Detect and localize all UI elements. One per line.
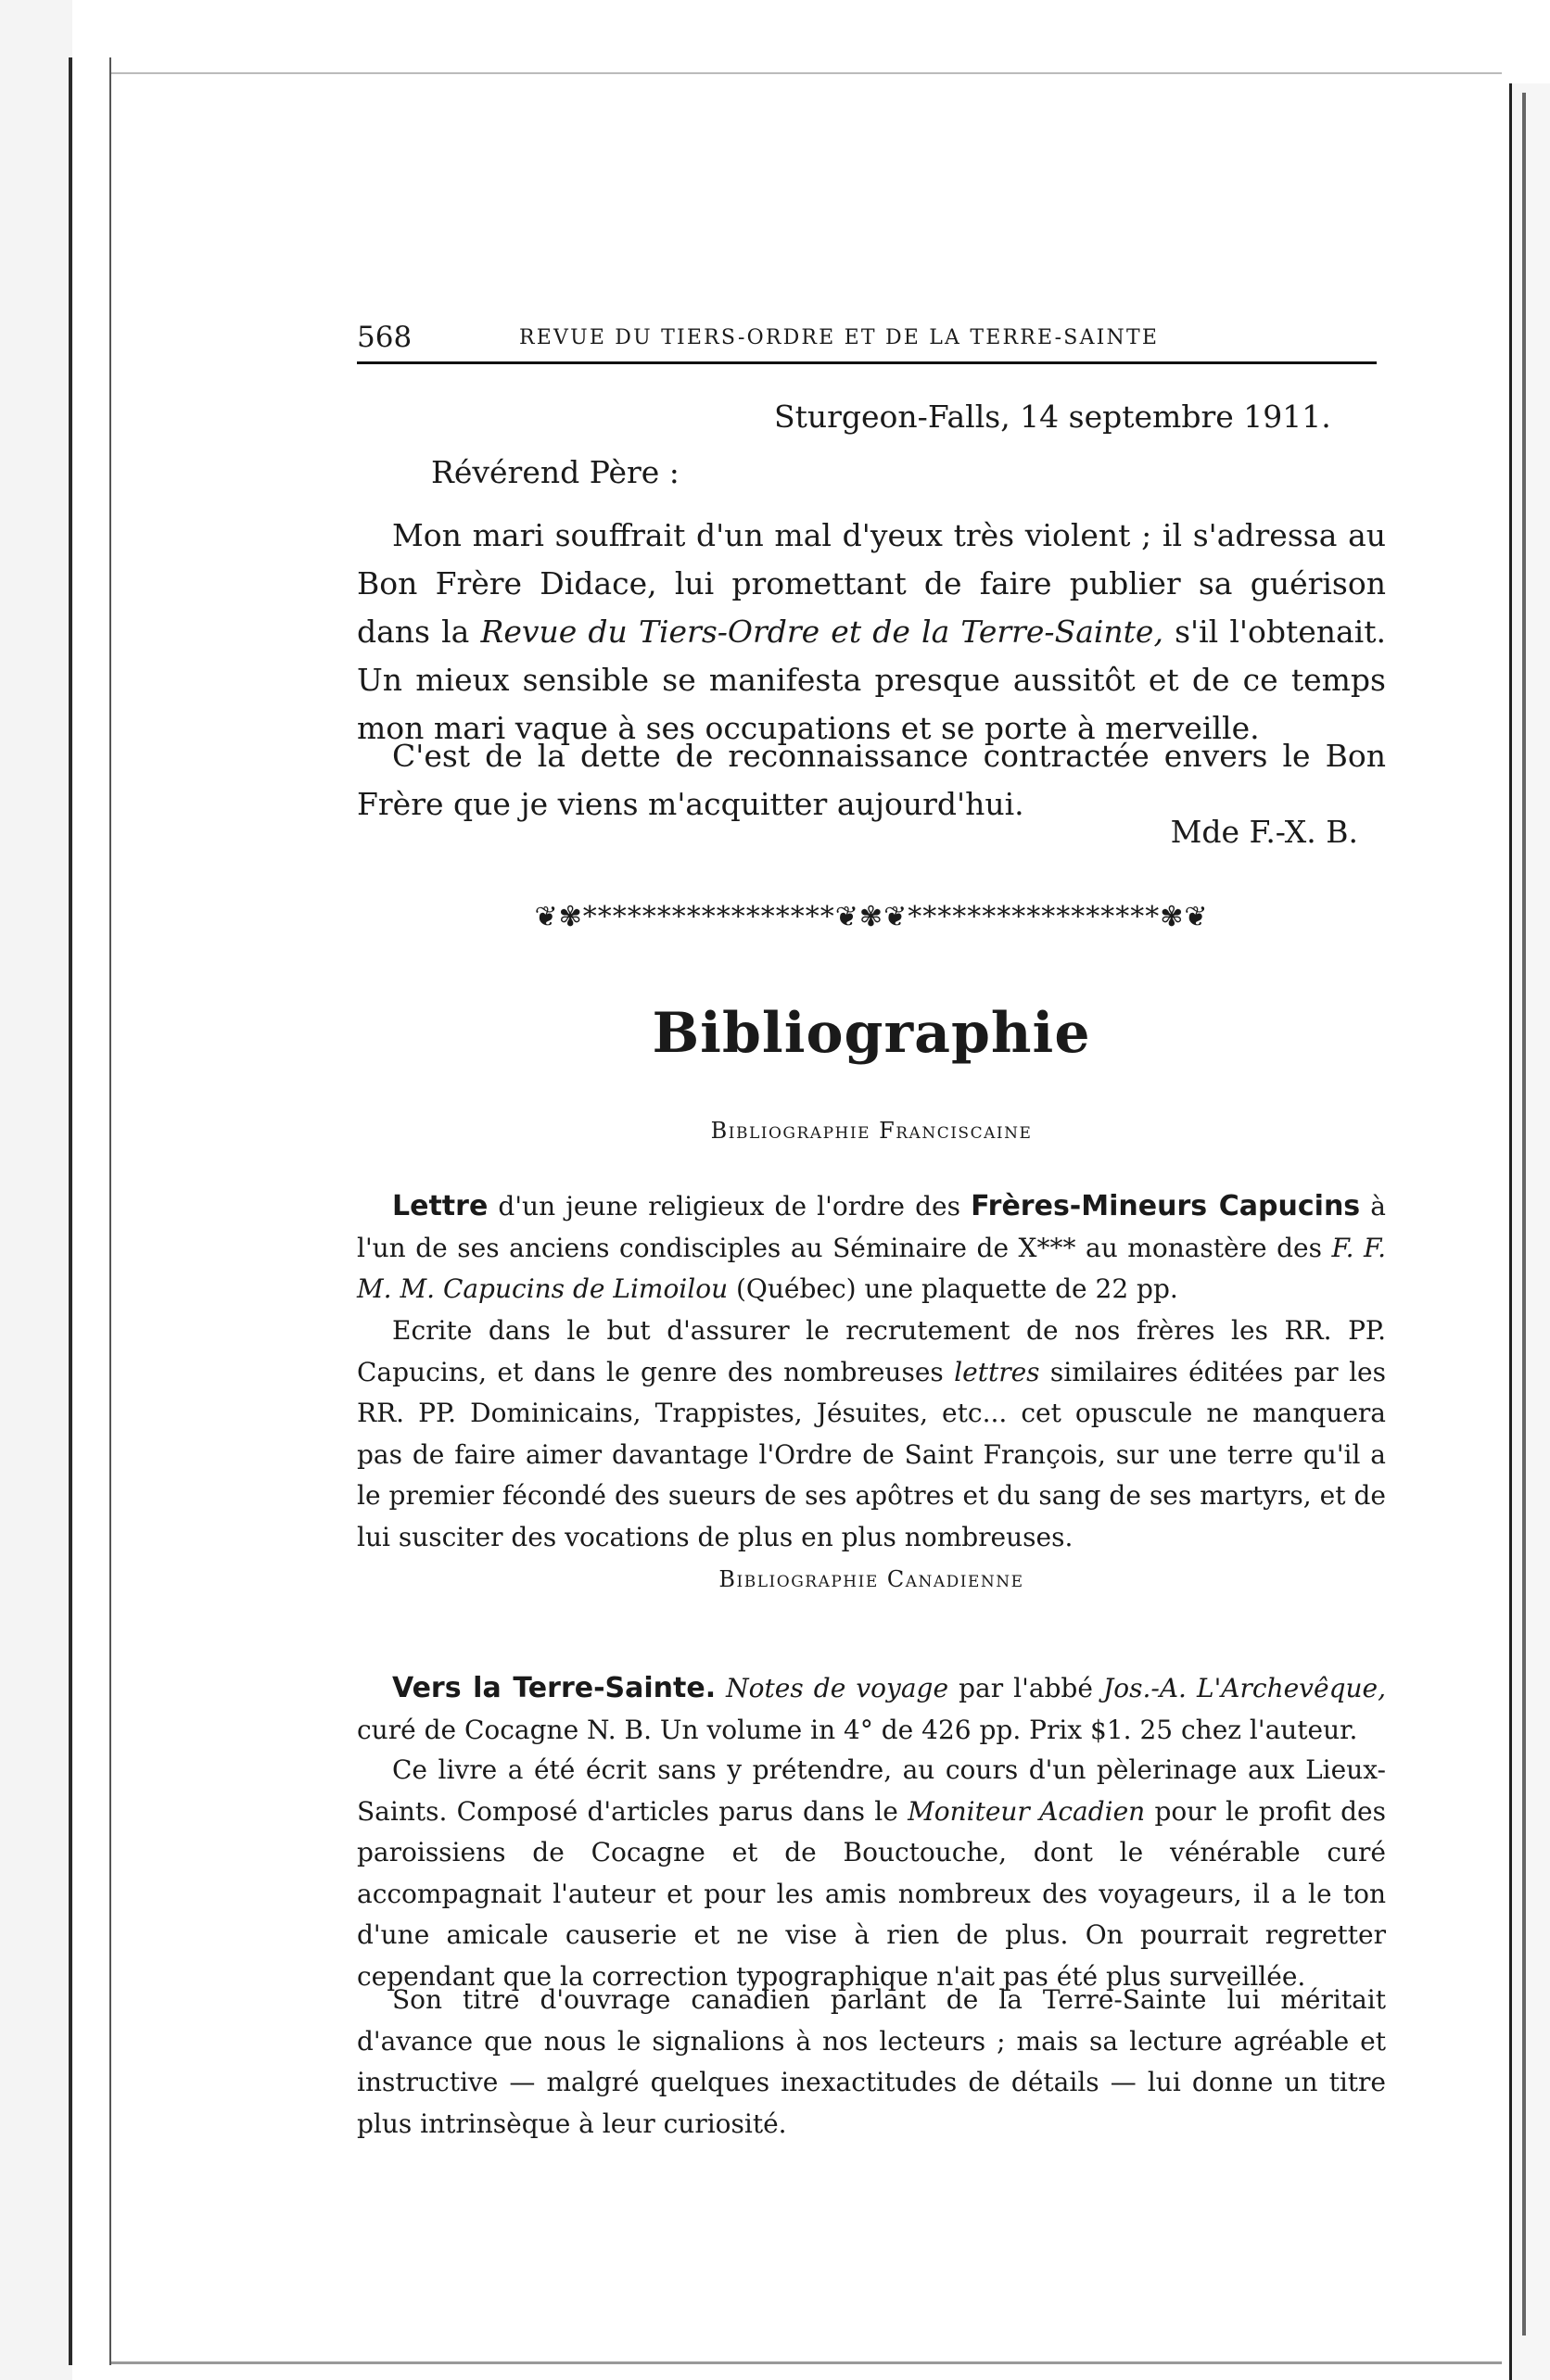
journal-title-italic: Revue du Tiers-Ordre et de la Terre-Sainte, [480, 614, 1163, 650]
bold-run: Frères-Mineurs Capucins [971, 1190, 1361, 1222]
bibliography-entry [357, 1186, 1386, 1310]
scan-margin-left [0, 0, 72, 2380]
section-title: Bibliographie [652, 1001, 1091, 1066]
text-run: d'un jeune religieux de l'ordre des [488, 1191, 972, 1222]
page-number: 568 [357, 321, 413, 354]
bibliography-review [357, 1310, 1386, 1558]
header-rule [357, 361, 1377, 364]
text-run: Mon mari souffrait d'un mal d'yeux très violent ; il s'adressa au Bon Frère Didace, lui promettant de faire publier sa guérison dans la [357, 517, 1386, 650]
subheading-franciscan: Bibliographie Franciscaine [710, 1118, 1033, 1144]
bibliography-entry [357, 1668, 1386, 1751]
letter-dateline: Sturgeon-Falls, 14 septembre 1911. [774, 399, 1331, 435]
entry-lead: Lettre [392, 1190, 489, 1222]
text-run: s'il l'obtenait. Un mieux sensible se manifesta presque aussitôt et de ce temps mon mari vaque à ses occupations et se porte à merveille. [357, 614, 1386, 746]
running-head [357, 315, 1386, 361]
italic-run: Jos.-A. L'Archevêque, [1103, 1673, 1386, 1703]
letter-paragraph-1 [357, 512, 1386, 753]
text-run: (Québec) une plaquette de 22 pp. [728, 1273, 1178, 1304]
italic-run: lettres [954, 1356, 1040, 1387]
running-title: REVUE DU TIERS-ORDRE ET DE LA TERRE-SAINTE [519, 326, 1160, 349]
italic-run: Moniteur Acadien [908, 1795, 1146, 1827]
text-run: curé de Cocagne N. B. Un volume in 4° de 426 pp. Prix $1. 25 chez l'auteur. [357, 1714, 1358, 1745]
text-run: Ce livre a été écrit sans y prétendre, au cours d'un pèlerinage aux Lieux-Saints. Composé d'articles parus dans le [357, 1754, 1386, 1827]
letter-signature: Mde F.-X. B. [1170, 814, 1358, 850]
text-run: pour le profit des paroissiens de Cocagne et de Bouctouche, dont le vénérable curé accompagnait l'auteur et pour les amis nombreux des voyageurs, il a le ton d'une amicale causerie et ne vise à rien de plus. On pourrait regretter cependant que la correction typographique n'ait pas été plus surveillée. [357, 1795, 1386, 1992]
scan-edge-line [109, 57, 111, 2365]
subheading-canadian: Bibliographie Canadienne [718, 1566, 1024, 1592]
letter-paragraph-2: C'est de la dette de reconnaissance contractée envers le Bon Frère que je viens m'acquitter aujourd'hui. [357, 738, 1386, 822]
ornamental-divider: ❦✾*****************❦✾❦*****************✾❦ [534, 901, 1209, 933]
scan-edge-line [111, 2361, 1502, 2364]
text-run: à l'un de ses anciens condisciples au Séminaire de X*** au monastère des [357, 1191, 1386, 1263]
italic-run: F. F. M. M. Capucins de Limoilou [357, 1232, 1387, 1304]
scan-edge-line [111, 72, 1502, 74]
entry-lead: Vers la Terre-Sainte. [392, 1672, 717, 1704]
text-run: similaires éditées par les RR. PP. Dominicains, Trappistes, Jésuites, etc... cet opuscule ne manquera pas de faire aimer davantage l'Ordre de Saint François, sur une terre qu'il a le premier fécondé des sueurs de ses apôtres et du sang de ses martyrs, et de lui susciter des vocations de plus en plus nombreuses. [357, 1356, 1386, 1552]
scan-edge-line [1522, 93, 1526, 2336]
letter-salutation: Révérend Père : [431, 454, 680, 490]
text-run: Ecrite dans le but d'assurer le recrutement de nos frères les RR. PP. Capucins, et dans le genre des nombreuses [357, 1315, 1386, 1387]
scan-edge-line [69, 57, 72, 2365]
scan-margin-right [1509, 83, 1550, 2380]
italic-run: Notes de voyage [716, 1673, 949, 1703]
bibliography-review [357, 1750, 1386, 1997]
text-run: par l'abbé [948, 1673, 1103, 1703]
bibliography-review: Son titre d'ouvrage canadien parlant de la Terre-Sainte lui méritait d'avance que nous le signalions à nos lecteurs ; mais sa lecture agréable et instructive — malgré quelques inexactitudes de détails — lui donne un titre plus intrinsèque à leur curiosité. [357, 1984, 1386, 2139]
